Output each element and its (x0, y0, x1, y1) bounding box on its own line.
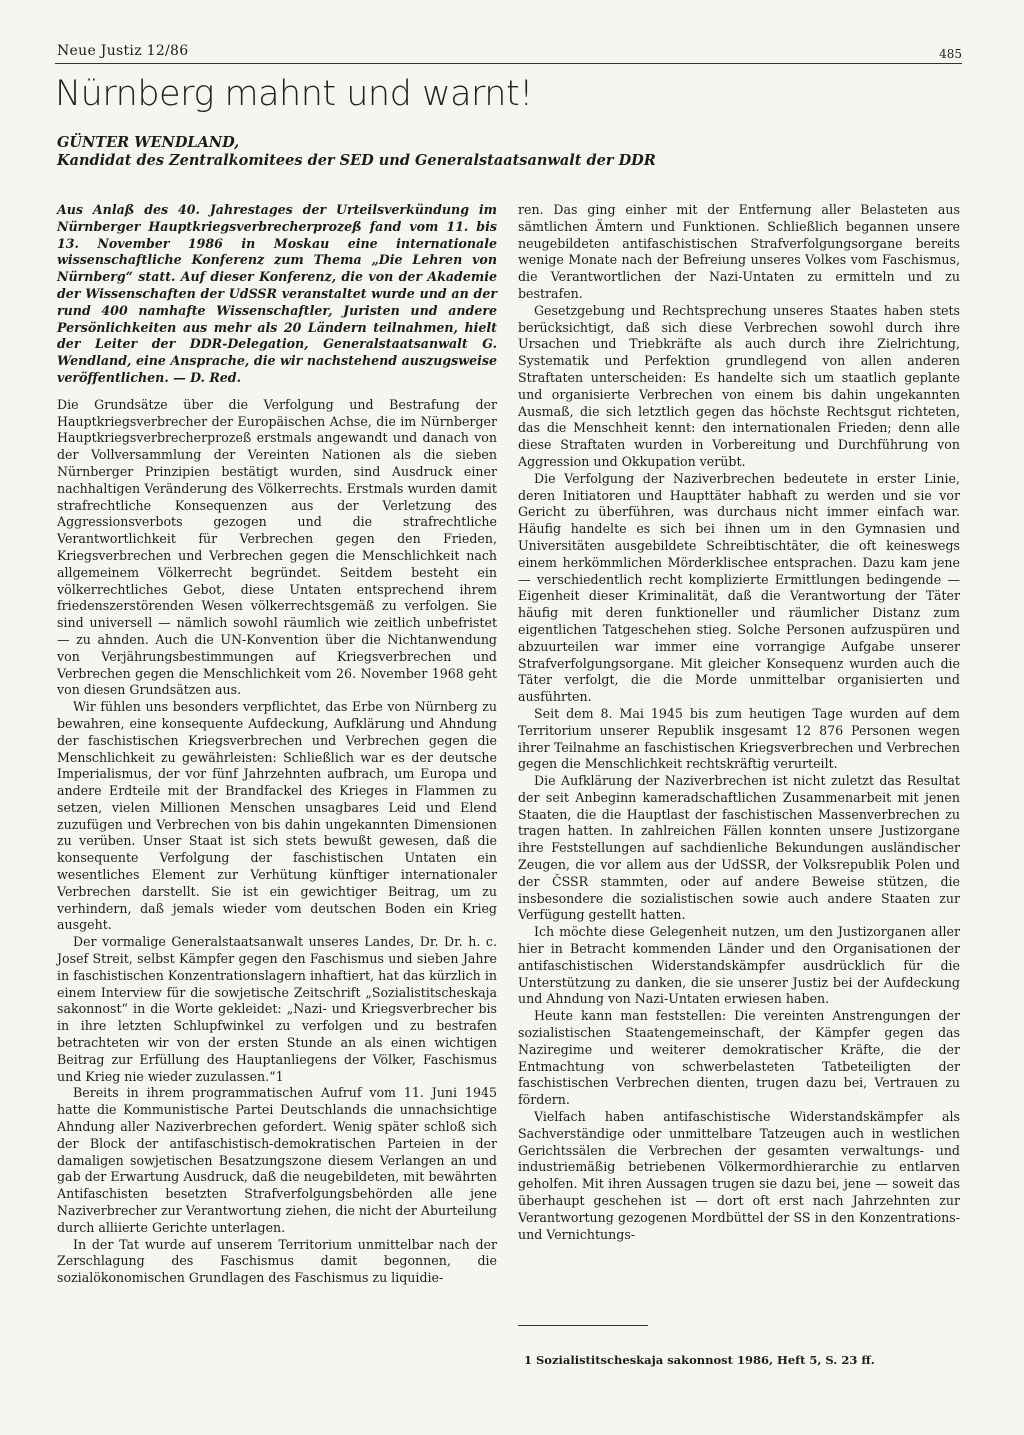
body-paragraph: Bereits in ihrem programmatischen Aufruf vom 11. Juni 1945 hatte die Kommunistische Partei Deutschlands die unnachsichtige Ahndung aller Naziverbrechen gefordert. Wenig später schloß sich der Block der antifaschistisch-demokratischen Parteien in der damaligen sowjetischen Besatzungszone diesem Verlangen an und gab der Erwartung Ausdruck, daß die neugebildeten, mit bewährten Antifaschisten besetzten Strafverfolgungsbehörden alle jene Naziverbrecher zur Verantwortung ziehen, die nicht der Aburteilung durch alliierte Gerichte unterlagen. (57, 1085, 497, 1235)
body-paragraph: Wir fühlen uns besonders verpflichtet, das Erbe von Nürnberg zu bewahren, eine konsequente Aufdeckung, Aufklärung und Ahndung der faschistischen Kriegsverbrechen und Verbrechen gegen die Menschlichkeit zu gewährleisten: Schließlich war es der deutsche Imperialismus, der vor fünf Jahrzehnten aufbrach, um Europa und andere Erdteile mit der Brandfackel des Krieges in Flammen zu setzen, vielen Millionen Menschen unsagbares Leid und Elend zuzufügen und Verbrechen von bis dahin ungekannten Dimensionen zu verüben. Unser Staat ist sich stets bewußt gewesen, daß die konsequente Verfolgung der faschistischen Untaten ein wesentliches Element zur Verhütung künftiger internationaler Verbrechen darstellt. Sie ist ein gewichtiger Beitrag, um zu verhindern, daß jemals wieder vom deutschen Boden ein Krieg ausgeht. (57, 699, 497, 933)
body-paragraph: Heute kann man feststellen: Die vereinten Anstrengungen der sozialistischen Staatengemeinschaft, der Kämpfer gegen das Naziregime und weiterer demokratischer Kräfte, die der Entmachtung von schwerbelasteten Tatbeteiligten der faschistischen Verbrechen dienten, trugen dazu bei, Vertrauen zu fördern. (518, 1008, 960, 1108)
right-column (518, 202, 960, 1243)
journal-issue: Neue Justiz 12/86 (57, 43, 189, 59)
header-rule (55, 63, 962, 64)
body-paragraph: Die Grundsätze über die Verfolgung und Bestrafung der Hauptkriegsverbrecher der Europäischen Achse, die im Nürnberger Hauptkriegsverbrecherprozeß erstmals angewandt und danach von der Vollversammlung der Vereinten Nationen als die sieben Nürnberger Prinzipien bestätigt wurden, sind Ausdruck einer nachhaltigen Veränderung des Völkerrechts. Erstmals wurden damit strafrechtliche Konsequenzen aus der Verletzung des Aggressionsverbots gezogen und die strafrechtliche Verantwortlichkeit für Verbrechen gegen den Frieden, Kriegsverbrechen und Verbrechen gegen die Menschlichkeit nach allgemeinem Völkerrecht begründet. Seitdem besteht ein völkerrechtliches Gebot, diese Untaten entsprechend ihrem friedenszerstörenden Wesen völkerrechtsgemäß zu verfolgen. Sie sind universell — nämlich sowohl räumlich wie zeitlich unbefristet — zu ahnden. Auch die UN-Konvention über die Nichtanwendung von Verjährungsbestimmungen auf Kriegsverbrechen und Verbrechen gegen die Menschlichkeit vom 26. November 1968 geht von diesen Grundsätzen aus. (57, 396, 497, 698)
body-paragraph: ren. Das ging einher mit der Entfernung aller Belasteten aus sämtlichen Ämtern und Funktionen. Schließlich begannen unsere neugebildeten antifaschistischen Strafverfolgungsorgane bereits wenige Monate nach der Befreiung unseres Volkes vom Faschismus, die Verantwortlichen der Nazi-Untaten zu ermitteln und zu bestrafen. (518, 202, 960, 301)
body-paragraph: Ich möchte diese Gelegenheit nutzen, um den Justizorganen aller hier in Betracht kommenden Länder und den Organisationen der antifaschistischen Widerstandskämpfer ausdrücklich für die Unterstützung zu danken, die sie unserer Justiz bei der Aufdeckung und Ahndung von Nazi-Untaten erwiesen haben. (518, 924, 960, 1007)
page-number: 485 (939, 47, 962, 61)
author-block (57, 134, 656, 170)
author-name: GÜNTER WENDLAND, (57, 134, 240, 151)
footnote-rule (518, 1325, 648, 1326)
footnote: 1 Sozialistitscheskaja sakonnost 1986, Heft 5, S. 23 ff. (524, 1353, 875, 1367)
body-paragraph: Die Aufklärung der Naziverbrechen ist nicht zuletzt das Resultat der seit Anbeginn kameradschaftlichen Zusammenarbeit mit jenen Staaten, die die Hauptlast der faschistischen Massenverbrechen zu tragen hatten. In zahlreichen Fällen konnten unsere Justizorgane ihre Feststellungen auf sachdienliche Bekundungen ausländischer Zeugen, die vor allem aus der UdSSR, der Volksrepublik Polen und der ČSSR stammten, oder auf andere Beweise stützen, die insbesondere die sozialistischen sowie auch andere Staaten zur Verfügung gestellt hatten. (518, 773, 960, 923)
body-paragraph: Gesetzgebung und Rechtsprechung unseres Staates haben stets berücksichtigt, daß sich diese Verbrechen sowohl durch ihre Ursachen und Triebkräfte als auch durch ihre Zielrichtung, Systematik und Perfektion grundlegend von allen anderen Straftaten unterscheiden: Es handelte sich um staatlich geplante und organisierte Verbrechen von einem bis dahin ungekannten Ausmaß, die sich letztlich gegen das höchste Rechtsgut richteten, das die Menschheit kennt: den internationalen Frieden; denn alle diese Straftaten wurden in Vorbereitung und Durchführung von Aggression und Okkupation verübt. (518, 302, 960, 469)
editorial-abstract: Aus Anlaß des 40. Jahrestages der Urteilsverkündung im Nürnberger Hauptkriegsverbrecherprozeß fand vom 11. bis 13. November 1986 in Moskau eine internationale wissenschaftliche Konferenz zum Thema „Die Lehren von Nürnberg“ statt. Auf dieser Konferenz, die von der Akademie der Wissenschaften der UdSSR veranstaltet wurde und an der rund 400 namhafte Wissenschaftler, Juristen und andere Persönlichkeiten aus mehr als 20 Ländern teilnahmen, hielt der Leiter der DDR-Delegation, Generalstaatsanwalt G. Wendland, eine Ansprache, die wir nachstehend auszugsweise veröffentlichen. — D. Red. (57, 202, 497, 385)
body-paragraph: Der vormalige Generalstaatsanwalt unseres Landes, Dr. Dr. h. c. Josef Streit, selbst Kämpfer gegen den Faschismus und sieben Jahre in faschistischen Konzentrationslagern inhaftiert, hat das kürzlich in einem Interview für die sowjetische Zeitschrift „Sozialistitscheskaja sakonnost“ in die Worte gekleidet: „Nazi- und Kriegsverbrecher bis in ihre letzten Schlupfwinkel zu verfolgen und zu bestrafen betrachteten wir von der ersten Stunde an als einen wichtigen Beitrag zur Erfüllung des Hauptanliegens der Völker, Faschismus und Krieg nie wieder zuzulassen.“1 (57, 934, 497, 1084)
article-title: Nürnberg mahnt und warnt! (55, 74, 533, 114)
body-paragraph: Vielfach haben antifaschistische Widerstandskämpfer als Sachverständige oder unmittelbare Tatzeugen auch in westlichen Gerichtssälen die Verbrechen der gesamten verwaltungs- und industriemäßig betriebenen Völkermordhierarchie zu entlarven geholfen. Mit ihren Aussagen trugen sie dazu bei, jene — soweit das überhaupt geschehen ist — dort oft erst nach Jahrzehnten zur Verantwortung gezogenen Mordbüttel der SS in den Konzentrations- und Vernichtungs- (518, 1109, 960, 1242)
left-column (57, 202, 497, 1287)
body-paragraph: Die Verfolgung der Naziverbrechen bedeutete in erster Linie, deren Initiatoren und Haupttäter habhaft zu werden und sie vor Gericht zu überführen, was durchaus nicht immer einfach war. Häufig handelte es sich bei ihnen um in den Gymnasien und Universitäten ausgebildete Schreibtischtäter, die oft keineswegs einem herkömmlichen Mörderklischee entsprachen. Dazu kam jene — verschiedentlich recht komplizierte Ermittlungen bedingende — Eigenheit dieser Kriminalität, daß die Verantwortung der Täter häufig mit deren funktioneller und räumlicher Distanz zum eigentlichen Tatgeschehen stieg. Solche Personen aufzuspüren und abzuurteilen war immer eine vorrangige Aufgabe unserer Strafverfolgungsorgane. Mit gleicher Konsequenz wurden auch die Täter verfolgt, die die Morde unmittelbar organisierten und ausführten. (518, 470, 960, 705)
body-paragraph: Seit dem 8. Mai 1945 bis zum heutigen Tage wurden auf dem Territorium unserer Republik insgesamt 12 876 Personen wegen ihrer Teilnahme an faschistischen Kriegsverbrechen und Verbrechen gegen die Menschlichkeit rechtskräftig verurteilt. (518, 705, 960, 772)
body-paragraph: In der Tat wurde auf unserem Territorium unmittelbar nach der Zerschlagung des Faschismus damit begonnen, die sozialökonomischen Grundlagen des Faschismus zu liquidie- (57, 1236, 497, 1286)
author-role: Kandidat des Zentralkomitees der SED und Generalstaatsanwalt der DDR (57, 152, 656, 169)
